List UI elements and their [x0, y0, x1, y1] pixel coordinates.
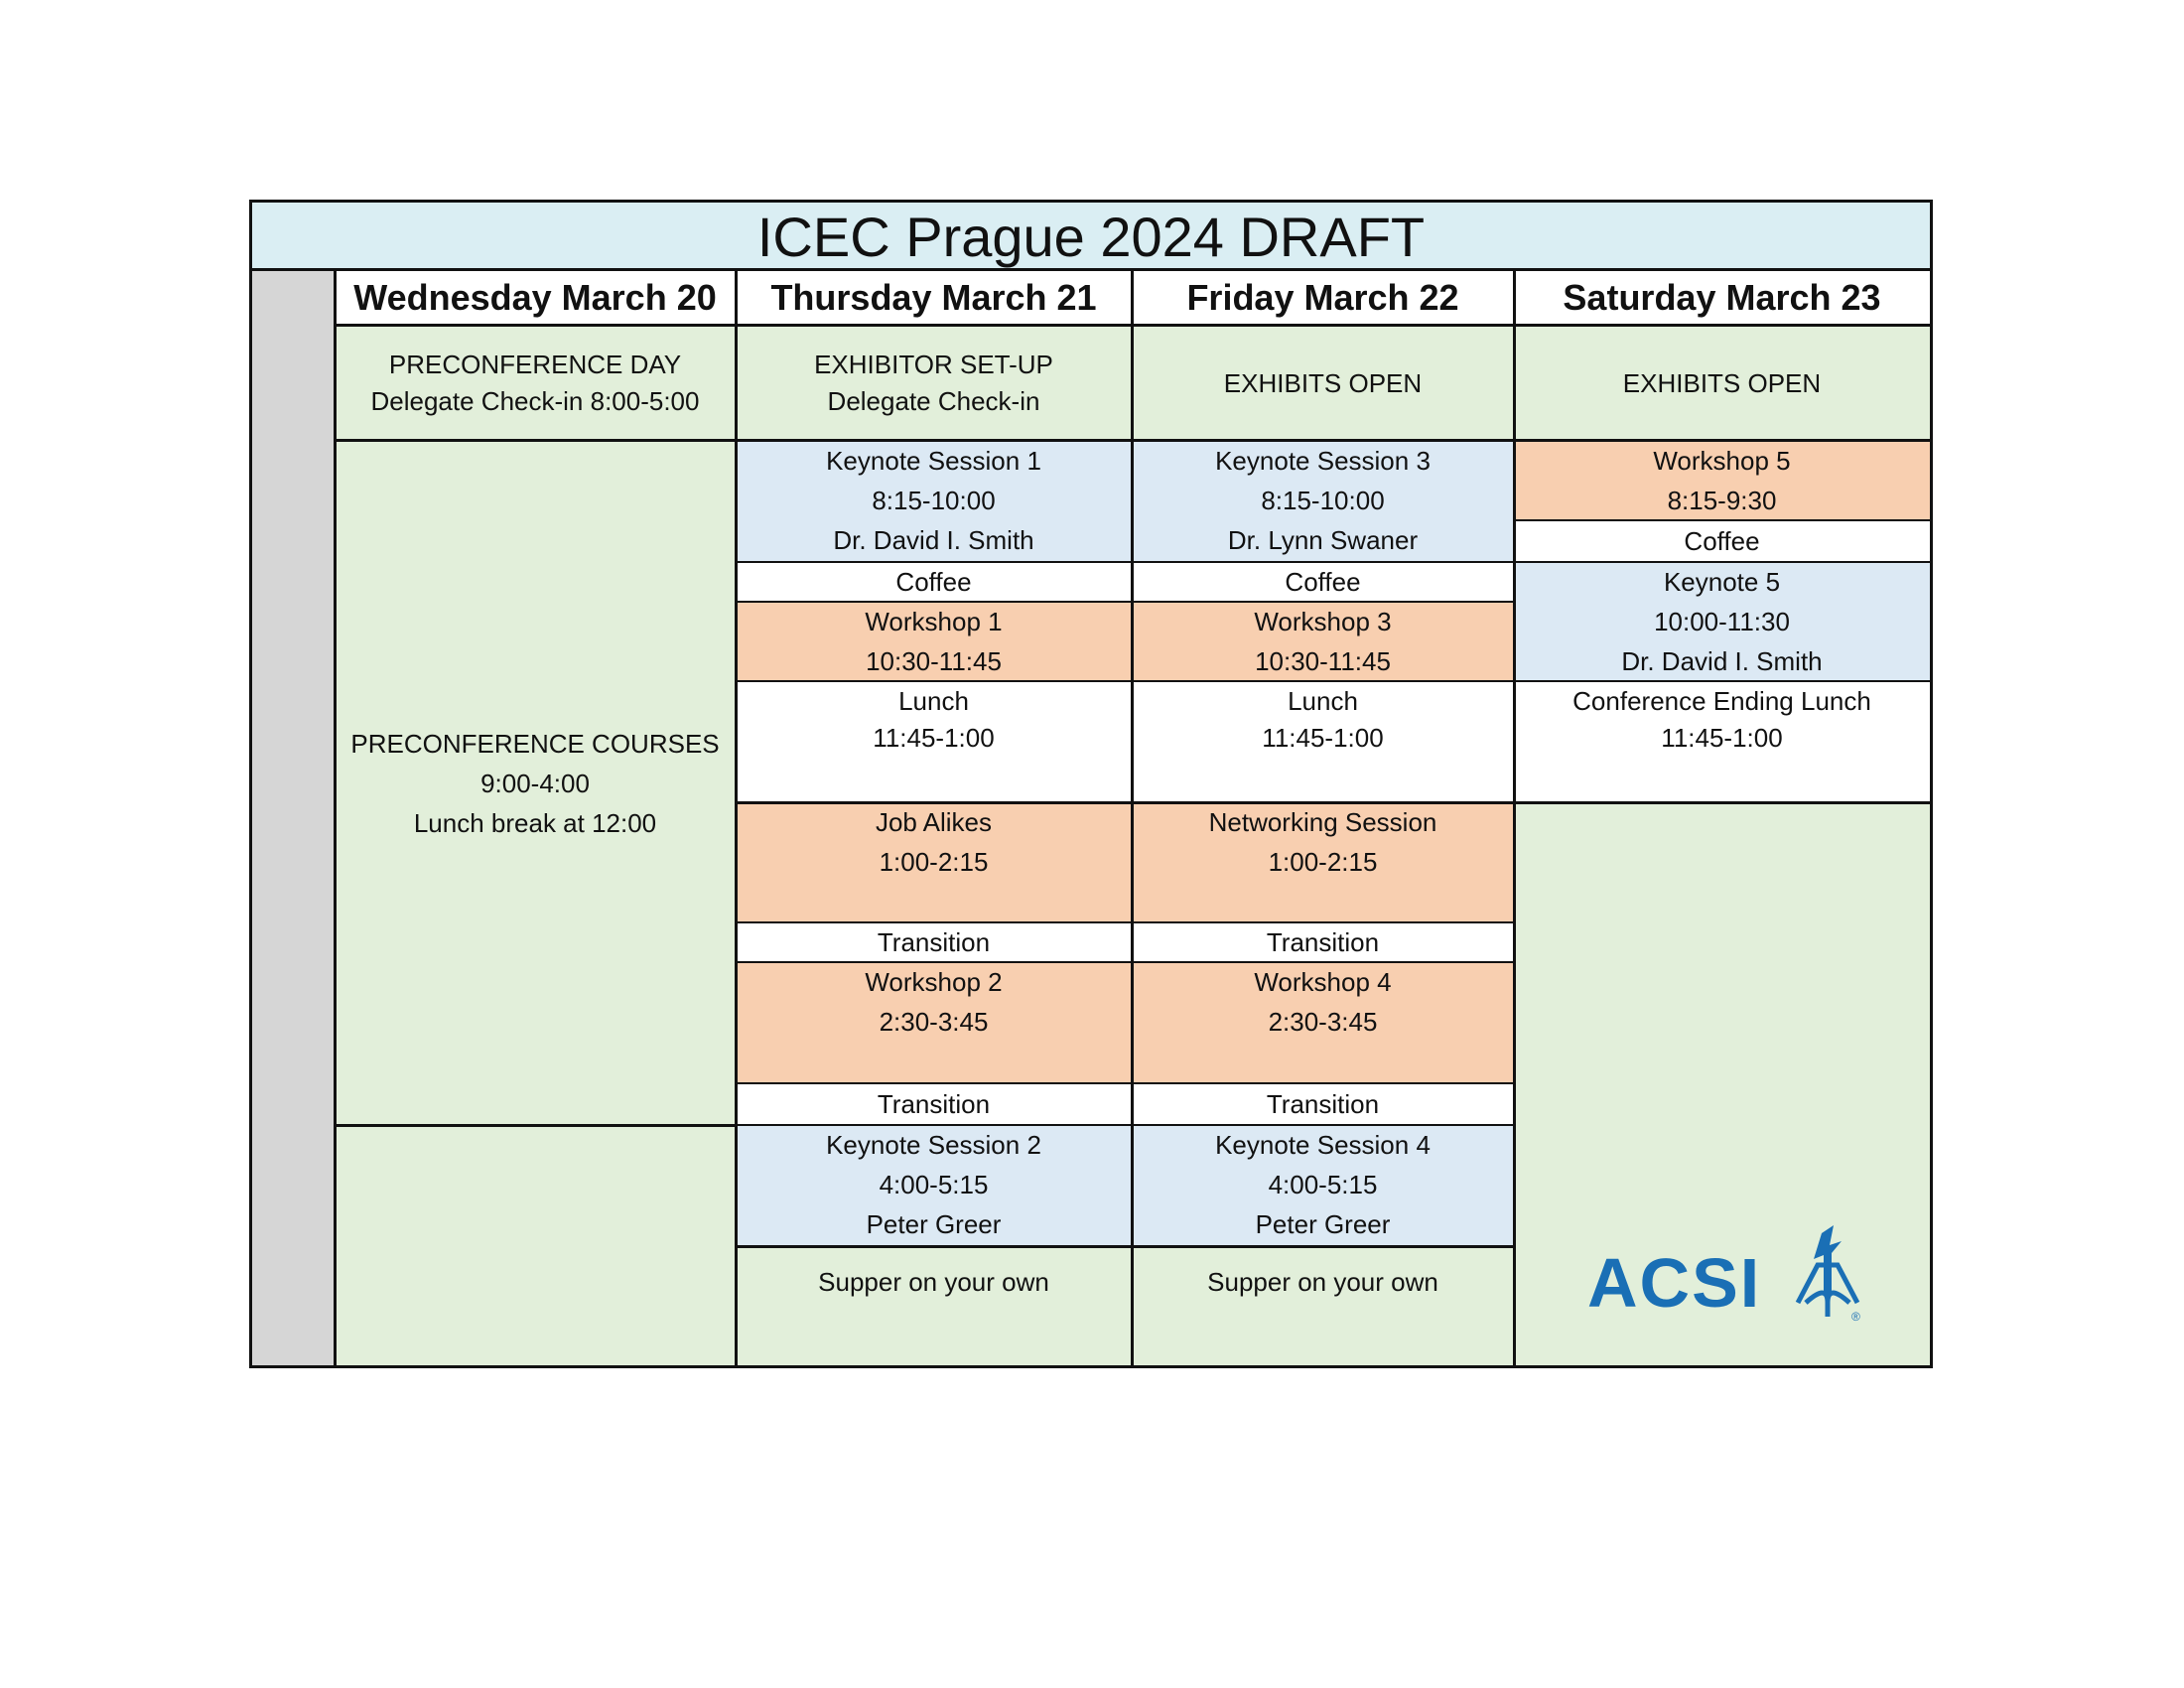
keynote-5-time: 10:00-11:30 [1654, 607, 1790, 636]
thu-divider [736, 601, 1132, 603]
title-divider [252, 268, 1930, 271]
sat-divider [1514, 680, 1930, 682]
workshop-2-title: Workshop 2 [865, 967, 1003, 997]
friday-transition-2: Transition [1132, 1083, 1514, 1125]
friday-workshop-3 [1132, 602, 1514, 681]
day-header-thursday: Thursday March 21 [736, 270, 1132, 326]
job-alikes-time: 1:00-2:15 [879, 847, 989, 877]
fri-divider [1132, 1245, 1514, 1248]
fri-divider [1132, 961, 1514, 963]
keynote-3-title: Keynote Session 3 [1215, 446, 1431, 476]
sat-divider [1514, 519, 1930, 521]
day-header-wednesday: Wednesday March 20 [335, 270, 736, 326]
thursday-workshop-1 [736, 602, 1132, 681]
sat-divider [1514, 801, 1930, 804]
friday-lunch-title: Lunch [1288, 686, 1358, 716]
thursday-supper-text: Supper on your own [818, 1267, 1049, 1297]
acsi-logo-graphic [1587, 1225, 1905, 1335]
networking-time: 1:00-2:15 [1268, 847, 1378, 877]
workshop-1-time: 10:30-11:45 [866, 646, 1002, 676]
keynote-5-title: Keynote 5 [1663, 567, 1781, 597]
thursday-supper [736, 1246, 1132, 1365]
workshop-3-time: 10:30-11:45 [1255, 646, 1391, 676]
friday-transition-1: Transition [1132, 922, 1514, 962]
thursday-coffee: Coffee [736, 562, 1132, 602]
friday-networking-session [1132, 802, 1514, 922]
friday-lunch [1132, 681, 1514, 802]
friday-keynote-4 [1132, 1125, 1514, 1246]
thursday-preconference-cell [736, 326, 1132, 441]
ending-lunch-title: Conference Ending Lunch [1572, 686, 1871, 716]
schedule-table [249, 200, 1933, 1368]
thursday-keynote-1 [736, 441, 1132, 562]
keynote-4-title: Keynote Session 4 [1215, 1130, 1431, 1160]
courses-lunch-break: Lunch break at 12:00 [413, 807, 657, 838]
courses-time: 9:00-4:00 [480, 768, 590, 798]
fri-divider [1132, 801, 1514, 804]
keynote-1-speaker: Dr. David I. Smith [833, 525, 1034, 555]
workshop-1-title: Workshop 1 [865, 607, 1003, 636]
saturday-keynote-5 [1514, 562, 1930, 681]
thursday-keynote-2 [736, 1125, 1132, 1246]
wednesday-preconference-cell [335, 326, 736, 441]
fri-divider [1132, 1082, 1514, 1084]
thu-divider [736, 561, 1132, 563]
networking-title: Networking Session [1208, 807, 1437, 837]
keynote-1-title: Keynote Session 1 [826, 446, 1041, 476]
keynote-4-time: 4:00-5:15 [1268, 1170, 1378, 1199]
thu-divider [736, 680, 1132, 682]
column-divider [334, 270, 337, 1365]
thursday-transition-2: Transition [736, 1083, 1132, 1125]
keynote-5-speaker: Dr. David I. Smith [1621, 646, 1823, 676]
keynote-2-time: 4:00-5:15 [879, 1170, 989, 1199]
wednesday-preconference-courses [335, 441, 736, 1125]
fri-divider [1132, 561, 1514, 563]
fri-divider [1132, 601, 1514, 603]
job-alikes-title: Job Alikes [875, 807, 993, 837]
keynote-4-speaker: Peter Greer [1255, 1209, 1391, 1239]
acsi-logo [1587, 1225, 1905, 1335]
thu-divider [736, 801, 1132, 804]
thu-divider [736, 1082, 1132, 1084]
friday-lunch-time: 11:45-1:00 [1262, 723, 1384, 753]
workshop-3-title: Workshop 3 [1254, 607, 1392, 636]
svg-text:®: ® [1851, 1310, 1860, 1324]
friday-workshop-4 [1132, 962, 1514, 1083]
wednesday-checkin: Delegate Check-in 8:00-5:00 [370, 386, 700, 416]
thu-divider [736, 961, 1132, 963]
thursday-job-alikes [736, 802, 1132, 922]
saturday-exhibits-open: EXHIBITS OPEN [1514, 326, 1930, 441]
saturday-coffee: Coffee [1514, 520, 1930, 562]
column-divider [1131, 270, 1134, 1365]
thu-divider [736, 1245, 1132, 1248]
fri-divider [1132, 680, 1514, 682]
acsi-logo-text: ACSI [1587, 1244, 1762, 1322]
column-divider [1513, 270, 1516, 1365]
keynote-1-time: 8:15-10:00 [872, 486, 996, 515]
thu-divider [736, 1124, 1132, 1126]
thursday-transition-1: Transition [736, 922, 1132, 962]
saturday-ending-lunch [1514, 681, 1930, 802]
friday-keynote-3 [1132, 441, 1514, 562]
fri-divider [1132, 921, 1514, 923]
keynote-2-title: Keynote Session 2 [826, 1130, 1041, 1160]
thursday-workshop-2 [736, 962, 1132, 1083]
wednesday-preconference-title: PRECONFERENCE DAY [388, 350, 682, 379]
keynote-3-speaker: Dr. Lynn Swaner [1227, 525, 1419, 555]
cross-icon [1814, 1225, 1842, 1295]
time-column [252, 270, 335, 1365]
workshop-5-time: 8:15-9:30 [1667, 486, 1777, 515]
thursday-lunch-title: Lunch [898, 686, 969, 716]
keynote-3-time: 8:15-10:00 [1261, 486, 1385, 515]
workshop-4-title: Workshop 4 [1254, 967, 1392, 997]
thursday-checkin: Delegate Check-in [827, 386, 1040, 416]
thu-divider [736, 921, 1132, 923]
friday-supper-text: Supper on your own [1207, 1267, 1438, 1297]
saturday-workshop-5 [1514, 441, 1930, 520]
wednesday-evening-cell [335, 1125, 736, 1365]
sat-divider [1514, 561, 1930, 563]
keynote-2-speaker: Peter Greer [866, 1209, 1002, 1239]
thursday-exhibitor-setup: EXHIBITOR SET-UP [814, 350, 1053, 379]
column-divider [735, 270, 738, 1365]
workshop-2-time: 2:30-3:45 [879, 1007, 989, 1037]
thursday-lunch [736, 681, 1132, 802]
fri-divider [1132, 1124, 1514, 1126]
courses-title: PRECONFERENCE COURSES [350, 728, 720, 759]
page-title: ICEC Prague 2024 DRAFT [252, 203, 1930, 270]
workshop-4-time: 2:30-3:45 [1268, 1007, 1378, 1037]
day-header-saturday: Saturday March 23 [1514, 270, 1930, 326]
wednesday-evening-divider [335, 1124, 736, 1127]
friday-exhibits-open: EXHIBITS OPEN [1132, 326, 1514, 441]
friday-coffee: Coffee [1132, 562, 1514, 602]
workshop-5-title: Workshop 5 [1653, 446, 1791, 476]
day-header-friday: Friday March 22 [1132, 270, 1514, 326]
thursday-lunch-time: 11:45-1:00 [873, 723, 995, 753]
friday-supper [1132, 1246, 1514, 1365]
ending-lunch-time: 11:45-1:00 [1661, 723, 1783, 753]
